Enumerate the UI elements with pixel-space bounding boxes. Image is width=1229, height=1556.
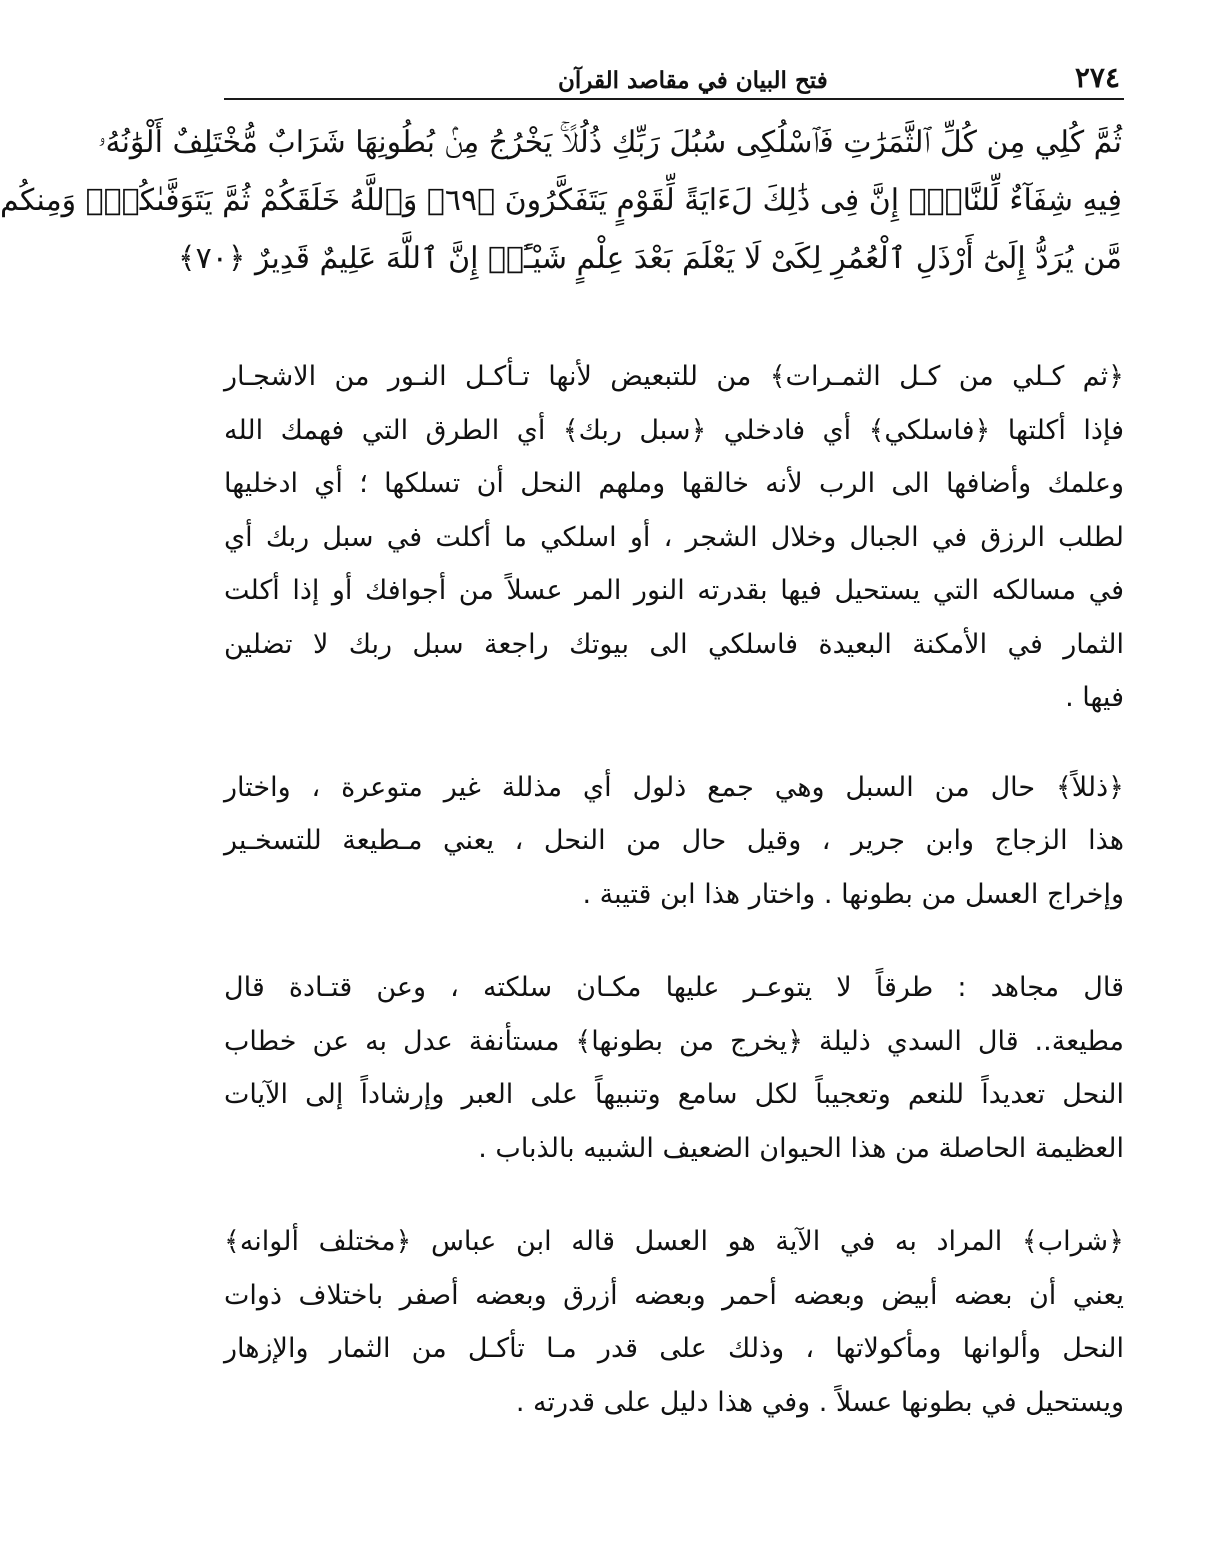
running-header [224, 50, 1124, 100]
text-line: هذا الزجاج وابن جرير ، وقيل حال من النحل ، يعني مـطيعة للتسخـير [224, 825, 1124, 856]
text-line: ﴿شراب﴾ المراد به في الآية هو العسل قاله ابن عباس ﴿مختلف ألوانه﴾ [224, 1226, 1124, 1257]
text-line: وعلمك وأضافها الى الرب لأنه خالقها وملهم النحل أن تسلكها ؛ أي ادخليها [224, 468, 1124, 499]
commentary-paragraph [224, 1215, 1124, 1429]
book-title: فتح البيان في مقاصد القرآن [558, 67, 828, 94]
page-number: ٢٧٤ [1074, 61, 1120, 94]
text-line: وإخراج العسل من بطونها . واختار هذا ابن قتيبة . [582, 878, 1124, 910]
text-line: النحل تعديداً للنعم وتعجيباً لكل سامع وتنبيهاً على العبر وإرشاداً إلى الآيات [224, 1079, 1124, 1110]
quran-verse-line: ثُمَّ كُلِي مِن كُلِّ ٱلثَّمَرَٰتِ فَٱسْلُكِى سُبُلَ رَبِّكِ ذُلُلًاۚ يَخْرُجُ مِنۢ بُطُونِهَا شَرَابٌ مُّخْتَلِفٌ أَلْوَٰنُهُۥ [98, 125, 1122, 160]
commentary-paragraph [224, 350, 1124, 725]
text-line: العظيمة الحاصلة من هذا الحيوان الضعيف الشبيه بالذباب . [478, 1132, 1124, 1164]
text-line: ﴿ذللاً﴾ حال من السبل وهي جمع ذلول أي مذللة غير متوعرة ، واختار [224, 771, 1124, 803]
text-line: قال مجاهد : طرقاً لا يتوعـر عليها مكـان سلكته ، وعن قتـادة قال [224, 972, 1124, 1003]
text-line: ويستحيل في بطونها عسلاً . وفي هذا دليل على قدرته . [515, 1386, 1124, 1418]
text-line: فإذا أكلتها ﴿فاسلكي﴾ أي فادخلي ﴿سبل ربك﴾ أي الطرق التي فهمك الله [224, 414, 1124, 446]
quran-verse-line: فِيهِ شِفَآءٌ لِّلنَّاسِۗ إِنَّ فِى ذَٰلِكَ لَءَايَةً لِّقَوْمٍ يَتَفَكَّرُونَ ﴿٦٩﴾ وَٱللَّهُ خَلَقَكُمْ ثُمَّ يَتَوَفَّىٰكُمْۚ وَمِنكُم [0, 183, 1122, 218]
text-line: يعني أن بعضه أبيض وبعضه أحمر وبعضه أزرق وبعضه أصفر باختلاف ذوات [224, 1279, 1124, 1311]
text-line: لطلب الرزق في الجبال وخلال الشجر ، أو اسلكي ما أكلت في سبل ربك أي [224, 521, 1124, 553]
text-line: فيها . [1065, 682, 1124, 713]
text-line: النحل وألوانها ومأكولاتها ، وذلك على قدر مـا تأكـل من الثمار والإزهار [224, 1333, 1124, 1364]
page [0, 50, 1124, 1469]
text-line: الثمار في الأمكنة البعيدة فاسلكي الى بيوتك راجعة سبل ربك لا تضلين [224, 628, 1124, 660]
text-line: ﴿ثم كـلي من كـل الثمـرات﴾ من للتبعيض لأنها تـأكـل النـور من الاشجـار [224, 361, 1124, 392]
text-line: في مسالكه التي يستحيل فيها بقدرته النور المر عسلاً من أجوافك أو إذا أكلت [224, 575, 1124, 606]
text-line: مطيعة.. قال السدي ذليلة ﴿يخرج من بطونها﴾ مستأنفة عدل به عن خطاب [224, 1025, 1124, 1057]
quran-verse-line: مَّن يُرَدُّ إِلَىٰٓ أَرْذَلِ ٱلْعُمُرِ لِكَىْ لَا يَعْلَمَ بَعْدَ عِلْمٍ شَيْـًٔاۚ إِنَّ ٱللَّهَ عَلِيمٌ قَدِيرٌ ﴿٧٠﴾ [178, 241, 1122, 276]
commentary-paragraph [224, 761, 1124, 922]
commentary-paragraph [224, 961, 1124, 1175]
quran-verses [0, 114, 1124, 288]
commentary [224, 350, 1124, 1429]
